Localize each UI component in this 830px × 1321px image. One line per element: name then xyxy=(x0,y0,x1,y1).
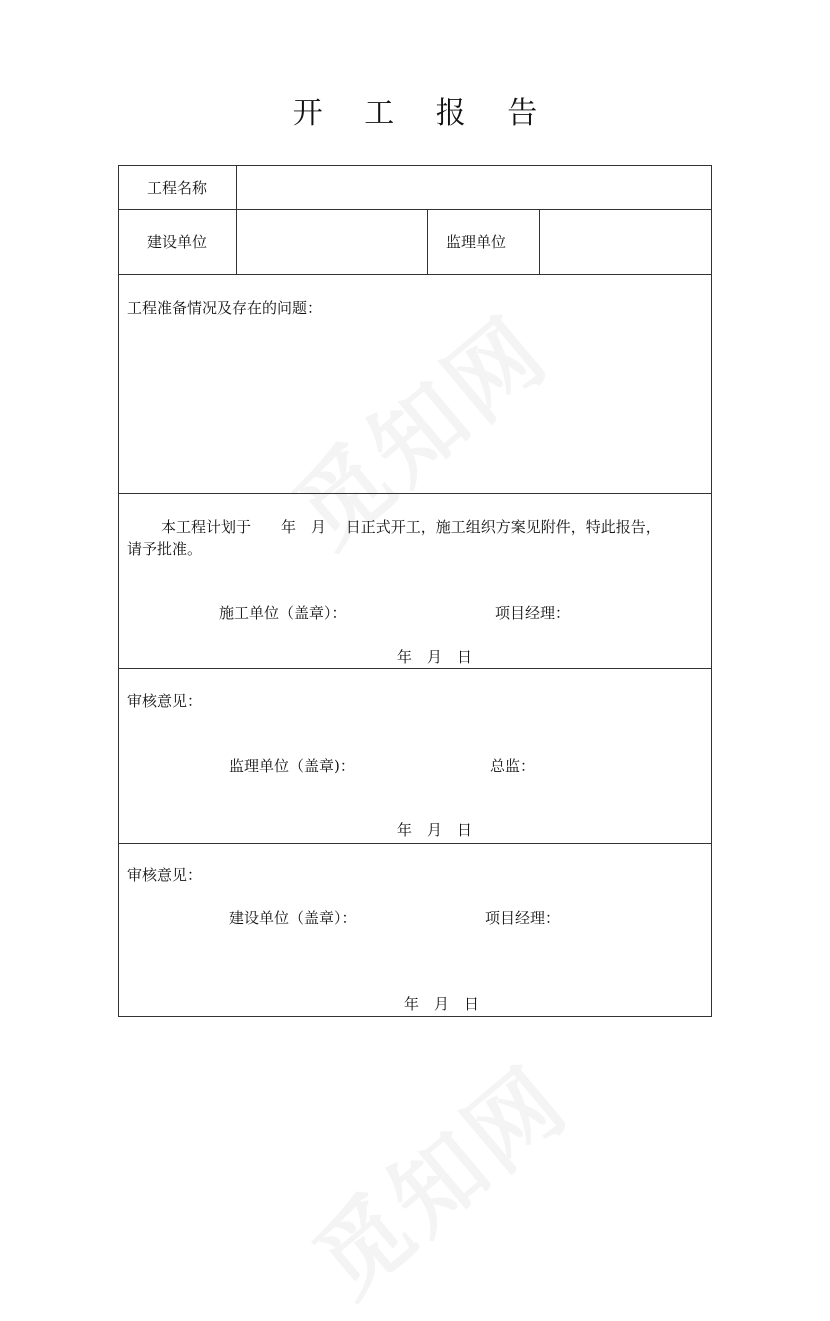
start-work-report-form xyxy=(118,165,712,1017)
owner-manager-label: 项目经理： xyxy=(485,909,561,927)
row-divider xyxy=(119,274,711,275)
review-label-1: 审核意见： xyxy=(127,692,203,710)
review-label-2: 审核意见： xyxy=(127,866,203,884)
plan-statement-line1: 本工程计划于 年 月 日正式开工，施工组织方案见附件，特此报告， xyxy=(161,518,661,536)
contractor-seal-label: 施工单位（盖章）： xyxy=(219,604,347,622)
chief-supervisor-label: 总监： xyxy=(490,757,536,775)
supervisor-seal-label: 监理单位（盖章)： xyxy=(229,757,355,775)
row-divider xyxy=(119,668,711,669)
plan-statement-line2: 请予批准。 xyxy=(127,540,203,558)
row-divider xyxy=(119,493,711,494)
preparation-label: 工程准备情况及存在的问题： xyxy=(127,299,323,317)
column-divider xyxy=(427,209,428,274)
date-line-2: 年 月 日 xyxy=(397,821,473,839)
row-divider xyxy=(119,843,711,844)
date-line-1: 年 月 日 xyxy=(397,648,473,666)
project-name-field[interactable] xyxy=(237,167,711,208)
date-line-3: 年 月 日 xyxy=(404,995,480,1013)
project-name-label: 工程名称 xyxy=(147,179,208,197)
watermark-bottom xyxy=(282,1031,592,1321)
construction-unit-label: 建设单位 xyxy=(147,233,208,251)
supervision-unit-field[interactable] xyxy=(540,210,711,273)
page-title: 开 工 报 告 xyxy=(292,96,554,131)
construction-unit-field[interactable] xyxy=(237,210,426,273)
supervision-unit-label: 监理单位 xyxy=(446,233,507,251)
contractor-manager-label: 项目经理： xyxy=(495,604,571,622)
owner-seal-label: 建设单位（盖章）： xyxy=(229,909,357,927)
